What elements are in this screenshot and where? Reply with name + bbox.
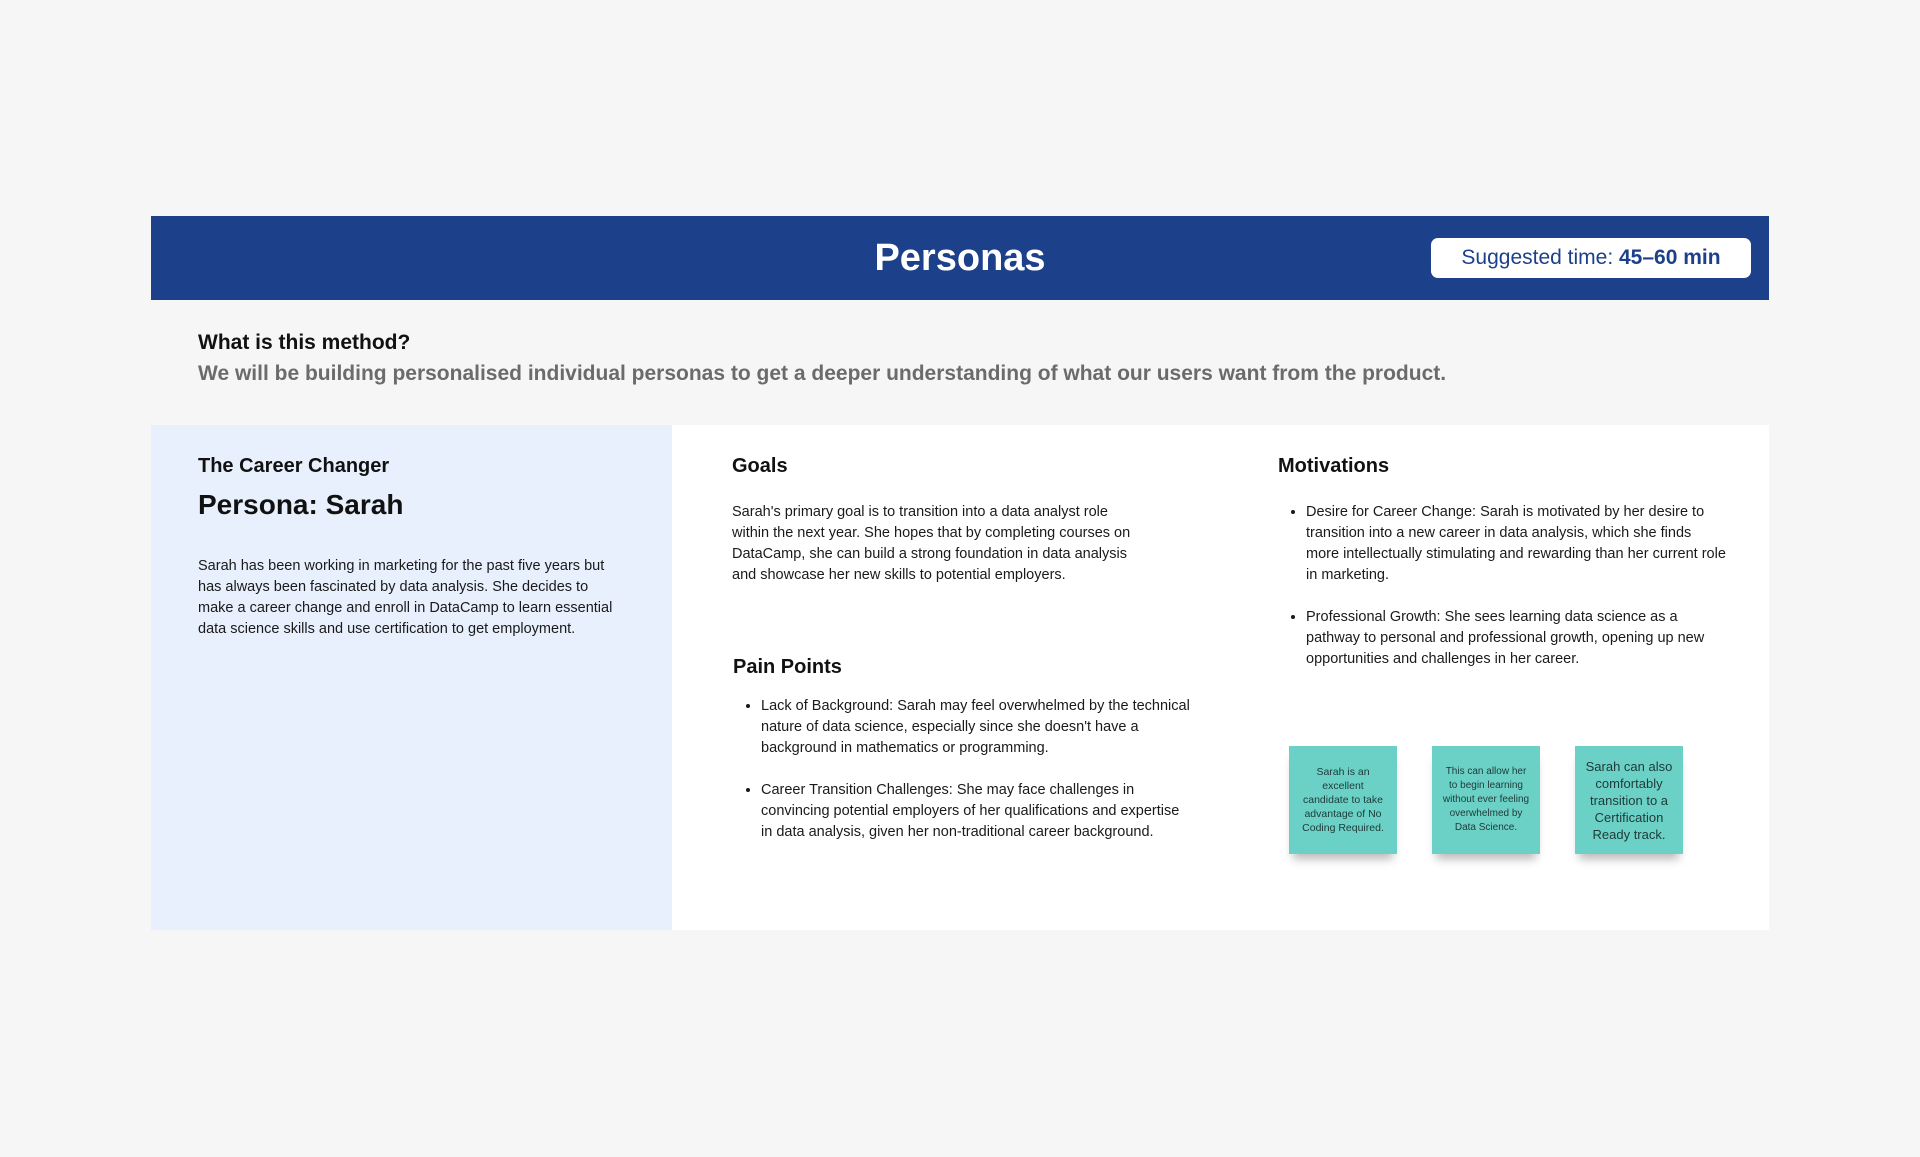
pain-point-item: • Career Transition Challenges: She may face challenges in convincing potential employers of her qualifications and expertise in data analysis, given her non-traditional career background.	[761, 780, 1191, 843]
motivation-item: • Professional Growth: She sees learning data science as a pathway to personal and professional growth, opening up new opportunities and challenges in her career.	[1306, 607, 1726, 670]
suggested-time-badge	[1431, 238, 1751, 278]
sticky-note[interactable]	[1575, 746, 1683, 854]
sticky-note[interactable]	[1289, 746, 1397, 854]
goals-text: Sarah's primary goal is to transition into a data analyst role within the next year. She hopes that by completing courses on DataCamp, she can build a strong foundation in data analysis and showcase her new skills to potential employers.	[732, 504, 1131, 583]
goals-title: Goals	[732, 455, 788, 477]
suggested-time-value: 45–60 min	[1619, 246, 1721, 269]
sticky-note-text: Sarah can also comfortably transition to a Certification Ready track.	[1585, 758, 1673, 842]
suggested-time-label: Suggested time:	[1461, 246, 1619, 269]
pain-points-title: Pain Points	[733, 656, 842, 678]
page-title: Personas	[874, 237, 1046, 279]
persona-details-panel	[672, 425, 1769, 930]
persona-bio: Sarah has been working in marketing for the past five years but has always been fascinated by data analysis. She decides to make a career change and enroll in DataCamp to learn essential data science skills and use certification to get employment.	[198, 558, 613, 637]
header-banner	[151, 216, 1769, 300]
persona-type: The Career Changer	[198, 455, 390, 477]
motivations-list	[1278, 502, 1726, 691]
sticky-note[interactable]	[1432, 746, 1540, 854]
method-question: What is this method?	[198, 331, 411, 354]
method-intro	[198, 331, 1698, 386]
sticky-note-text: Sarah is an excellent candidate to take advantage of No Coding Required.	[1302, 766, 1384, 834]
pain-points-list	[733, 696, 1191, 864]
motivations-title: Motivations	[1278, 455, 1390, 477]
motivation-item: • Desire for Career Change: Sarah is motivated by her desire to transition into a new career in data analysis, which she finds more intellectually stimulating and rewarding than her current role in marketing.	[1306, 502, 1726, 586]
persona-name: Persona: Sarah	[198, 489, 404, 520]
persona-summary-panel	[151, 425, 672, 930]
pain-point-item: • Lack of Background: Sarah may feel overwhelmed by the technical nature of data science, especially since she doesn't have a background in mathematics or programming.	[761, 696, 1191, 759]
method-description: We will be building personalised individual personas to get a deeper understanding of what our users want from the product.	[198, 362, 1447, 385]
sticky-note-text: This can allow her to begin learning without ever feeling overwhelmed by Data Science.	[1442, 766, 1530, 833]
